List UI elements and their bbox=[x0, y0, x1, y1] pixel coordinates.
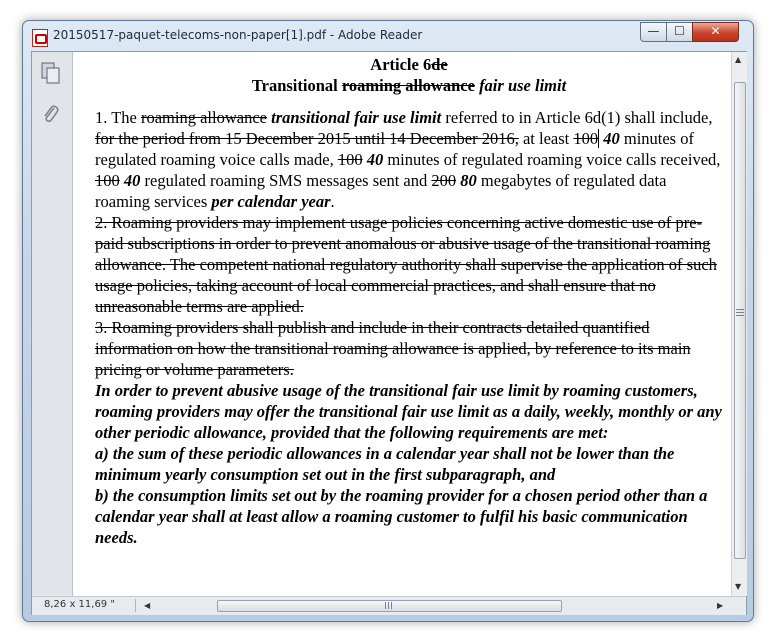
vertical-scroll-thumb[interactable] bbox=[734, 82, 746, 559]
close-button[interactable] bbox=[692, 22, 739, 42]
page-size-label: 8,26 x 11,69 " bbox=[44, 599, 115, 610]
title-bar[interactable] bbox=[23, 21, 753, 51]
document-page[interactable] bbox=[73, 52, 731, 596]
close-icon: ✕ bbox=[710, 24, 721, 38]
reader-window bbox=[22, 20, 754, 622]
horizontal-scroll-thumb[interactable] bbox=[217, 600, 562, 612]
scroll-right-icon[interactable]: ▶ bbox=[717, 601, 724, 610]
document-text bbox=[95, 54, 723, 548]
minimize-icon: — bbox=[647, 24, 660, 38]
vertical-scrollbar[interactable] bbox=[731, 52, 747, 596]
article-subheading: Transitional roaming allowance fair use limit bbox=[251, 76, 567, 95]
minimize-button[interactable] bbox=[640, 22, 667, 42]
grip-icon bbox=[736, 309, 744, 318]
paragraph-5-added: a) the sum of these periodic allowances in a calendar year shall not be lower than the minimum yearly consumption set out in the first subparagraph, and bbox=[95, 444, 675, 484]
paragraph-6-added: b) the consumption limits set out by the roaming provider for a chosen period other than a calendar year shall at least allow a roaming customer to fulfil his basic communication needs. bbox=[95, 486, 708, 547]
pdf-icon bbox=[32, 29, 48, 47]
scroll-down-icon[interactable]: ▼ bbox=[735, 582, 742, 591]
scroll-up-icon[interactable]: ▲ bbox=[735, 55, 742, 64]
scroll-left-icon[interactable]: ◀ bbox=[144, 601, 151, 610]
paragraph-2-deleted: 2. Roaming providers may implement usage policies concerning active domestic use of pre-paid subscriptions in order to prevent anomalous or abusive usage of the transitional roaming allowance. The competent national regulatory authority shall supervise the application of such usage policies, taking account of local commercial practices, and shall ensure that no unreasonable terms are applied. bbox=[95, 213, 717, 316]
maximize-icon: ☐ bbox=[674, 24, 685, 38]
pages-icon[interactable] bbox=[40, 62, 62, 84]
navigation-pane bbox=[32, 52, 73, 596]
paragraph-4-added: In order to prevent abusive usage of the transitional fair use limit by roaming customers, roaming providers may offer the transitional fair use limit as a daily, weekly, monthly or any other periodic allowance, provided that the following requirements are met: bbox=[95, 381, 722, 442]
attachment-icon[interactable] bbox=[40, 104, 62, 126]
paragraph-3-deleted: 3. Roaming providers shall publish and include in their contracts detailed quantified information on how the transitional roaming allowance is applied, by reference to its main pricing or volume parameters. bbox=[95, 318, 691, 379]
article-heading: Article 6de bbox=[370, 55, 448, 74]
maximize-button[interactable] bbox=[666, 22, 693, 42]
paragraph-1: 1. The roaming allowance transitional fair use limit referred to in Article 6d(1) shall include, for the period from 15 December 2015 until 14 December 2016, at least 100 40 minutes of regulated roaming voice calls made, 100 40 minutes of regulated roaming voice calls received, 100 40 regulated roaming SMS messages sent and 200 80 megabytes of regulated data roaming services per calendar year. bbox=[95, 108, 721, 211]
window-title: 20150517-paquet-telecoms-non-paper[1].pdf - Adobe Reader bbox=[53, 28, 423, 42]
client-area bbox=[31, 51, 747, 615]
status-bar bbox=[32, 596, 746, 615]
grip-icon bbox=[385, 602, 393, 609]
